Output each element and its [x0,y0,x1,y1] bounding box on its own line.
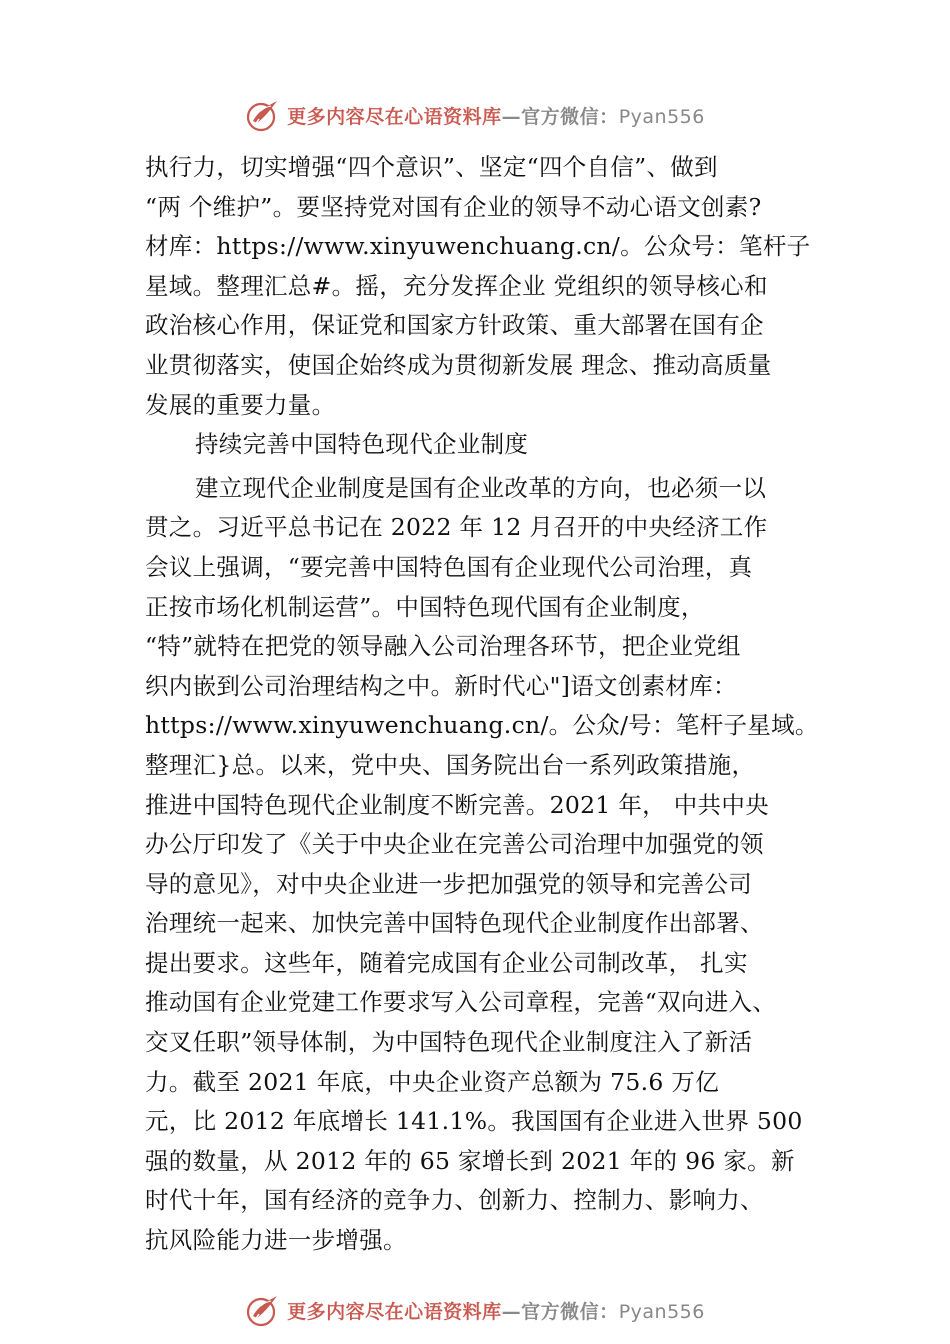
text-line: 织内嵌到公司治理结构之中。新时代心"]语文创素材库： [145,671,737,700]
text-line: 办公厅印发了《关于中央企业在完善公司治理中加强党的领 [145,830,764,859]
text-line: 力。截至 2021 年底，中央企业资产总额为 75.6 万亿 [145,1067,720,1096]
banner-wechat-label: —官方微信： [501,1300,619,1323]
header-banner-text [287,102,705,129]
text-line: “两 个维护”。要坚持党对国有企业的领导不动心语文创素? [145,192,762,221]
section-heading: 持续完善中国特色现代企业制度 [195,430,529,459]
text-line: 推进中国特色现代企业制度不断完善。2021 年， 中共中央 [145,790,769,819]
text-line: 治理统一起来、加快完善中国特色现代企业制度作出部署、 [145,909,764,938]
text-line: 元，比 2012 年底增长 141.1%。我国国有企业进入世界 500 [145,1107,803,1136]
paragraph-2 [145,469,845,1261]
text-line: 政治核心作用，保证党和国家方针政策、重大部署在国有企 [145,311,764,340]
text-line: https://www.xinyuwenchuang.cn/。公众/号：笔杆子星域。 [145,711,819,740]
banner-wechat-label: —官方微信： [501,105,619,128]
text-line: 材库：https://www.xinyuwenchuang.cn/。公众号：笔杆子 [145,232,811,261]
text-line: 导的意见》，对中央企业进一步把加强党的领导和完善公司 [145,869,753,898]
text-line: 发展的重要力量。 [145,390,336,419]
text-line: 推动国有企业党建工作要求写入公司章程，完善“双向进入、 [145,988,777,1017]
header-banner-inner [245,97,705,133]
banner-wechat-id: Pyan556 [618,105,705,128]
pen-quill-icon [245,97,281,133]
text-line: 时代十年，国有经济的竞争力、创新力、控制力、影响力、 [145,1186,764,1215]
text-line: 正按市场化机制运营”。中国特色现代国有企业制度， [145,592,705,621]
banner-wechat-id: Pyan556 [618,1300,705,1323]
footer-banner-text [287,1297,705,1324]
text-line: 抗风险能力进一步增强。 [145,1226,407,1255]
text-line: 执行力，切实增强“四个意识”、坚定“四个自信”、做到 [145,153,718,181]
text-line: 提出要求。这些年，随着完成国有企业公司制改革， 扎实 [145,948,748,977]
text-line: 建立现代企业制度是国有企业改革的方向，也必须一以 [195,473,767,502]
text-line: 贯之。习近平总书记在 2022 年 12 月召开的中央经济工作 [145,513,768,542]
text-line: 会议上强调，“要完善中国特色国有企业现代公司治理，真 [145,552,753,581]
text-line: 星域。整理汇总#。摇，充分发挥企业 党组织的领导核心和 [145,271,768,300]
banner-title: 更多内容尽在心语资料库 [287,1300,502,1323]
text-line: 业贯彻落实，使国企始终成为贯彻新发展 理念、推动高质量 [145,350,772,379]
banner-title: 更多内容尽在心语资料库 [287,105,502,128]
footer-banner-inner [245,1292,705,1328]
text-line: 整理汇}总。以来，党中央、国务院出台一系列政策措施， [145,750,756,779]
text-line: 强的数量，从 2012 年的 65 家增长到 2021 年的 96 家。新 [145,1146,795,1175]
paragraph-1 [145,148,845,425]
footer-banner [0,1290,950,1330]
text-line: “特”就特在把党的领导融入公司治理各环节，把企业党组 [145,632,741,661]
document-body [145,148,845,1261]
text-line: 交叉任职”领导体制，为中国特色现代企业制度注入了新活 [145,1028,753,1057]
pen-quill-icon [245,1292,281,1328]
header-banner [0,95,950,135]
